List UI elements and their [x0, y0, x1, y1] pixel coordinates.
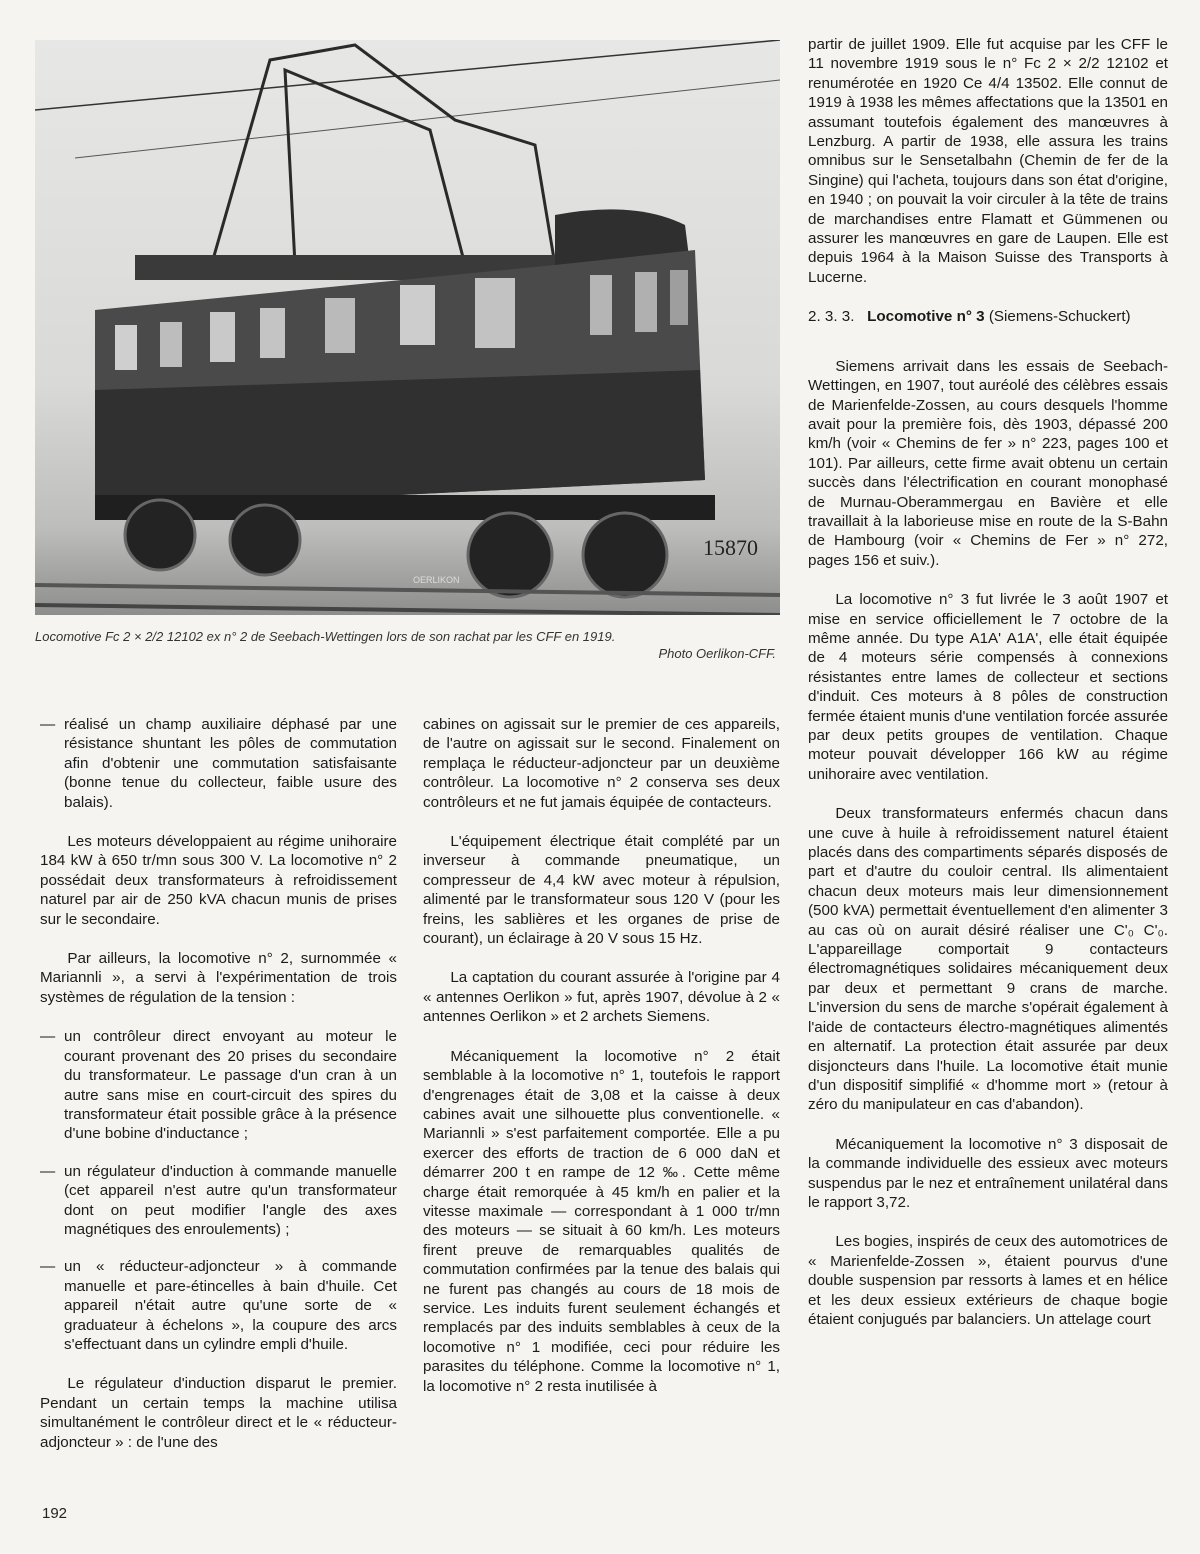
paragraph: cabines on agissait sur le premier de ces appareils, de l'autre on agissait sur le second. Finalement on remplaça le réducteur-adjoncteur par un deuxième contrôleur. La locomotive n° 2 conserva ses deux contrôleurs et ne fut jamais équipée de contacteurs. [423, 716, 780, 811]
regulation-list [40, 1027, 397, 1354]
photo-number: 15870 [703, 535, 758, 560]
text-column-1 [40, 715, 397, 1472]
paragraph: Mécaniquement la locomotive n° 3 disposait de la commande individuelle des essieux avec moteurs suspendus par le nez et entraînement unilatéral dans le rapport 3,72. [808, 1135, 1168, 1211]
figure-caption [35, 628, 780, 662]
locomotive-illustration [35, 40, 780, 615]
locomotive-photo [35, 40, 780, 615]
page-number: 192 [42, 1505, 68, 1522]
section-subtitle: (Siemens-Schuckert) [988, 308, 1131, 326]
paragraph: Mécaniquement la locomotive n° 2 était semblable à la locomotive n° 1, toutefois le rapport d'engrenages était de 3,08 et la caisse à deux cabines avait une silhouette plus conventionelle. « Mariannli » s'est parfaitement comportée. Elle a pu exercer des efforts de traction de 6 000 daN et démarrer 200 t en rampe de 12 ‰. Cette même charge était remorquée à 45 km/h en palier et la vitesse maximale — correspondant à 1 000 tr/mn des moteurs — se situait à 60 km/h. Les moteurs firent preuve de remarquables qualités de commutation confirmées par la tenue des balais qui ne furent pas changés au cours de 18 mois de service. Les induits furent seulement échangés et remplacés par des induits semblables à ceux de la locomotive n° 1 modifiée, ceci pour réduire les parasites du téléphone. Comme la locomotive n° 1, la locomotive n° 2 resta inutilisée à [423, 1047, 780, 1395]
paragraph: Les moteurs développaient au régime unihoraire 184 kW à 650 tr/mn sous 300 V. La locomotive n° 2 possédait deux transformateurs à refroidissement naturel par air de 250 kVA chacun munis de prises sur le secondaire. [40, 833, 397, 928]
builder-plate: OERLIKON [413, 575, 460, 585]
section-number: 2. 3. 3. [808, 308, 855, 326]
list-item: — un régulateur d'induction à commande manuelle (cet appareil n'est autre qu'un transformateur dont on peut modifier l'angle des axes magnétiques des enroulements) ; [40, 1162, 397, 1240]
paragraph: La locomotive n° 3 fut livrée le 3 août 1907 et mise en service officiellement le 7 octobre de la même année. Du type A1A' A1A', elle était équipée de 4 moteurs série compensés à connexions résistantes entre lames de collecteur et sections d'induit. Ces moteurs à 8 pôles de construction fermée étaient munis d'une ventilation forcée assurée par deux petits groupes de ventilation. Chaque moteur pouvait développer 166 kW au régime unihoraire avec ventilation. [808, 591, 1169, 783]
paragraph: Deux transformateurs enfermés chacun dans une cuve à huile à refroidissement naturel étaient placés dans des compartiments séparés disposés de part et d'autre du couloir central. Ils alimentaient chacun deux moteurs mais leur dimensionnement (500 kVA) permettait éventuellement d'en alimenter 3 au cas où on aurait désiré réaliser une C'₀ C'₀. L'appareillage comportait 9 contacteurs électromagnétiques solidaires mécaniquement deux par deux et permettant 9 crans de marche. L'inversion du sens de marche s'opérait également à l'aide de contacteurs électro-magnétiques alimentés en alternatif. La protection était assurée par deux disjoncteurs dans l'huile. La locomotive était munie d'un dispositif simplifié « d'homme mort » (retour à zéro du manipulateur en cas d'abandon). [808, 805, 1168, 1114]
paragraph: Par ailleurs, la locomotive n° 2, surnommée « Mariannli », a servi à l'expérimentation de trois systèmes de régulation de la tension : [40, 950, 397, 1006]
paragraph: L'équipement électrique était complété par un inverseur à commande pneumatique, un compresseur de 4,4 kW avec moteur à répulsion, alimenté par le transformateur sous 120 V (pour les freins, les sablières et les organes de prise de courant), un éclairage à 20 V sous 15 Hz. [423, 833, 780, 948]
paragraph: partir de juillet 1909. Elle fut acquise par les CFF le 11 novembre 1919 sous le n° Fc 2 × 2/2 12102 et renumérotée en 1920 Ce 4/4 13502. Elle connut de 1919 à 1938 les mêmes affectations que la 13501 en assumant toutefois également des manœuvres à Lenzburg. A partir de 1938, elle assura les trains omnibus sur le Sensetalbahn (Chemin de fer de la Singine) qui l'acheta, toujours dans son état d'origine, en 1940 ; on pouvait la voir circuler à la tête de trains de marchandises entre Flamatt et Gümmenen ou assurer les manœuvres en gare de Laupen. Elle est depuis 1964 à la Maison Suisse des Transports à Lucerne. [808, 36, 1168, 286]
paragraph: Le régulateur d'induction disparut le premier. Pendant un certain temps la machine utilisa simultanément le contrôleur direct et le « réducteur-adjoncteur » : de l'une des [40, 1375, 397, 1451]
paragraph: La captation du courant assurée à l'origine par 4 « antennes Oerlikon » fut, après 1907, dévolue à 2 « antennes Oerlikon » et 2 archets Siemens. [423, 969, 780, 1026]
list-item: — réalisé un champ auxiliaire déphasé par une résistance shuntant les pôles de commutation afin d'obtenir une commutation satisfaisante (bonne tenue du collecteur, faible usure des balais). [40, 715, 397, 812]
text-column-3 [808, 35, 1168, 1349]
paragraph: Les bogies, inspirés de ceux des automotrices de « Marienfelde-Zossen », étaient pourvus d'une double suspension par ressorts à lames et en hélice et les deux essieux extérieurs de chaque bogie étaient conjugués par balanciers. Un attelage court [808, 1233, 1168, 1328]
caption-text: Locomotive Fc 2 × 2/2 12102 ex n° 2 de Seebach-Wettingen lors de son rachat par les CFF en 1919. [35, 629, 616, 644]
paragraph: Siemens arrivait dans les essais de Seebach-Wettingen, en 1907, tout auréolé des célèbres essais de Marienfelde-Zossen, au cours desquels l'homme avait pour la première fois, dès 1903, dépassé 200 km/h (voir « Chemins de fer » n° 223, pages 100 et 101). Par ailleurs, cette firme avait obtenu un certain succès dans l'électrification en courant monophasé de Murnau-Oberammergau en Bavière et elle travaillait à la laborieuse mise en route de la S-Bahn de Hambourg (voir « Chemins de Fer » n° 272, pages 156 et suiv.). [808, 357, 1168, 569]
regulation-list-continued [40, 715, 397, 812]
text-column-2 [423, 715, 780, 1416]
section-heading [808, 307, 1168, 326]
photo-credit: Photo Oerlikon-CFF. [658, 646, 776, 661]
list-item: — un « réducteur-adjoncteur » à commande manuelle et pare-étincelles à bain d'huile. Cet appareil n'était autre qu'une sorte de « graduateur à échelons », la coupure des arcs s'effectuant dans un cylindre empli d'huile. [40, 1257, 397, 1354]
list-item: — un contrôleur direct envoyant au moteur le courant provenant des 20 prises du secondaire du transformateur. Le passage d'un cran à un autre sans mise en court-circuit des spires du transformateur était possible grâce à la présence d'une bobine d'inductance ; [40, 1027, 397, 1143]
section-title: Locomotive n° 3 [867, 308, 985, 326]
